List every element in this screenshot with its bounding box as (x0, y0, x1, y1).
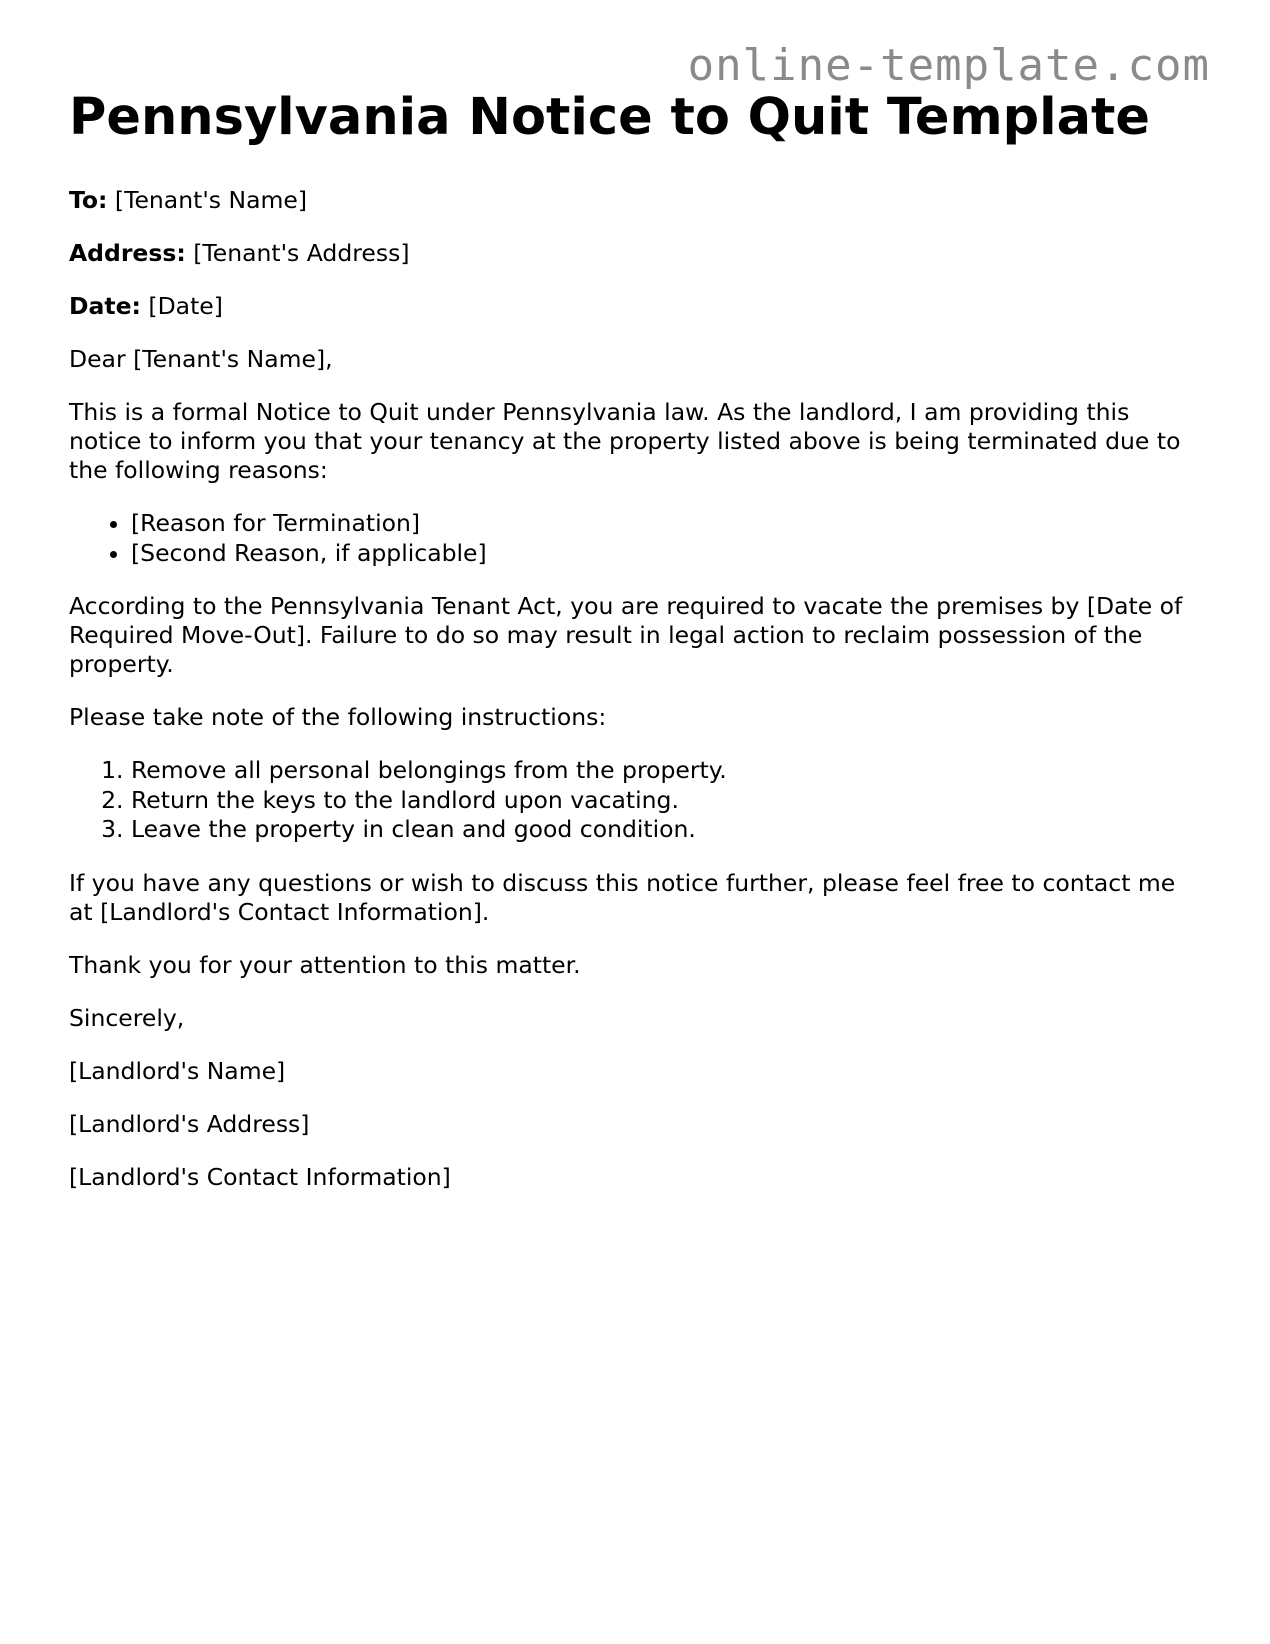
watermark: online-template.com (687, 40, 1210, 91)
list-item: 1. Remove all personal belongings from the property. (131, 756, 1199, 786)
to-line (69, 186, 1199, 215)
reasons-list (69, 509, 1199, 568)
instructions-list (69, 756, 1199, 845)
closing-line: Sincerely, (69, 1003, 185, 1032)
signature-address: [Landlord's Address] (69, 1109, 310, 1138)
contact-paragraph: If you have any questions or wish to discuss this notice further, please feel free to contact me at [Landlord's Contact Information]. (69, 868, 1176, 926)
address-line (69, 239, 1199, 268)
signature-contact: [Landlord's Contact Information] (69, 1162, 451, 1191)
document-body (69, 88, 1199, 1216)
list-item: 3. Leave the property in clean and good condition. (131, 815, 1199, 845)
list-item: • [Reason for Termination] (131, 509, 1199, 539)
thanks-line: Thank you for your attention to this matter. (69, 950, 581, 979)
to-value: [Tenant's Name] (107, 186, 307, 214)
requirement-paragraph: According to the Pennsylvania Tenant Act, you are required to vacate the premises by [Date of Required Move-Out]. Failure to do so may result in legal action to reclaim possession of the property. (69, 592, 1183, 678)
address-value: [Tenant's Address] (185, 239, 410, 267)
to-label: To: (69, 186, 108, 214)
list-item: 2. Return the keys to the landlord upon vacating. (131, 786, 1199, 816)
date-line (69, 292, 1199, 321)
salutation: Dear [Tenant's Name], (69, 345, 333, 373)
date-label: Date: (69, 292, 141, 320)
list-item: • [Second Reason, if applicable] (131, 539, 1199, 569)
date-value: [Date] (140, 292, 223, 320)
instructions-intro: Please take note of the following instructions: (69, 703, 607, 731)
page-title: Pennsylvania Notice to Quit Template (69, 88, 1151, 147)
signature-name: [Landlord's Name] (69, 1056, 286, 1085)
address-label: Address: (69, 239, 186, 267)
intro-paragraph: This is a formal Notice to Quit under Pennsylvania law. As the landlord, I am providing this notice to inform you that your tenancy at the property listed above is being terminated due to the following reasons: (69, 398, 1181, 484)
